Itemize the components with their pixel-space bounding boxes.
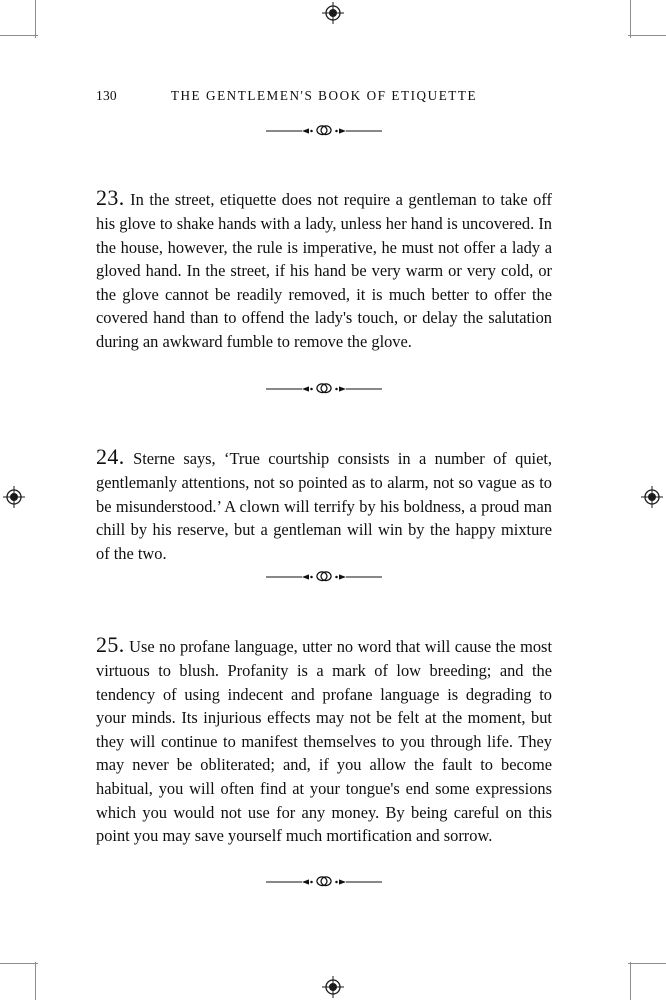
entry-number-24: 24. [96, 444, 125, 470]
ornamental-divider-1 [96, 124, 552, 138]
registration-target-icon-top [322, 2, 344, 24]
crop-mark-top-left-vertical [35, 0, 36, 38]
running-title: THE GENTLEMEN'S BOOK OF ETIQUETTE [170, 88, 478, 103]
crop-mark-bottom-left-vertical [35, 962, 36, 1000]
ornamental-divider-4 [96, 875, 552, 889]
entry-text-23: In the street, etiquette does not require a gentleman to take off his glove to shake hands with a lady, unless her hand is uncovered. In the house, however, the rule is imperative, he must not offer a lady a gloved hand. In the street, if his hand be very warm or very cold, or the glove cannot be readily removed, it is much better to offer the covered hand than to offend the lady's touch, or delay the salutation during an awkward fumble to remove the glove. [96, 190, 552, 351]
entry-paragraph-24 [96, 445, 552, 565]
entry-text-24: Sterne says, ‘True courtship consists in a number of quiet, gentlemanly attentions, not so pointed as to alarm, not so vague as to be misunderstood.’ A clown will terrify by his boldness, a proud man chill by his reserve, but a gentleman will win by the happy mixture of the two. [96, 449, 552, 563]
crop-mark-top-right-vertical [630, 0, 631, 38]
entry-paragraph-25 [96, 633, 552, 847]
registration-target-icon-right [641, 486, 663, 508]
crop-mark-bottom-right-vertical [630, 962, 631, 1000]
registration-target-icon-bottom [322, 976, 344, 998]
entry-number-25: 25. [96, 632, 125, 658]
crop-mark-top-right-horizontal [628, 35, 666, 36]
entry-paragraph-23 [96, 186, 552, 353]
registration-target-icon-left [3, 486, 25, 508]
entry-number-23: 23. [96, 185, 125, 211]
crop-mark-bottom-right-horizontal [628, 963, 666, 964]
ornamental-divider-3 [96, 570, 552, 584]
page-number: 130 [96, 88, 117, 103]
ornamental-divider-2 [96, 382, 552, 396]
crop-mark-bottom-left-horizontal [0, 963, 38, 964]
entry-text-25: Use no profane language, utter no word that will cause the most virtuous to blush. Profanity is a mark of low breeding; and the tendency of using indecent and profane language is degrading to your minds. Its injurious effects may not be felt at the moment, but they will continue to manifest themselves to you through life. They may never be obliterated; and, if you allow the fault to become habitual, you will often find at your tongue's end some expressions which you would not use for any money. By being careful on this point you may save yourself much mortification and sorrow. [96, 637, 552, 846]
running-head [96, 88, 552, 108]
crop-mark-top-left-horizontal [0, 35, 38, 36]
